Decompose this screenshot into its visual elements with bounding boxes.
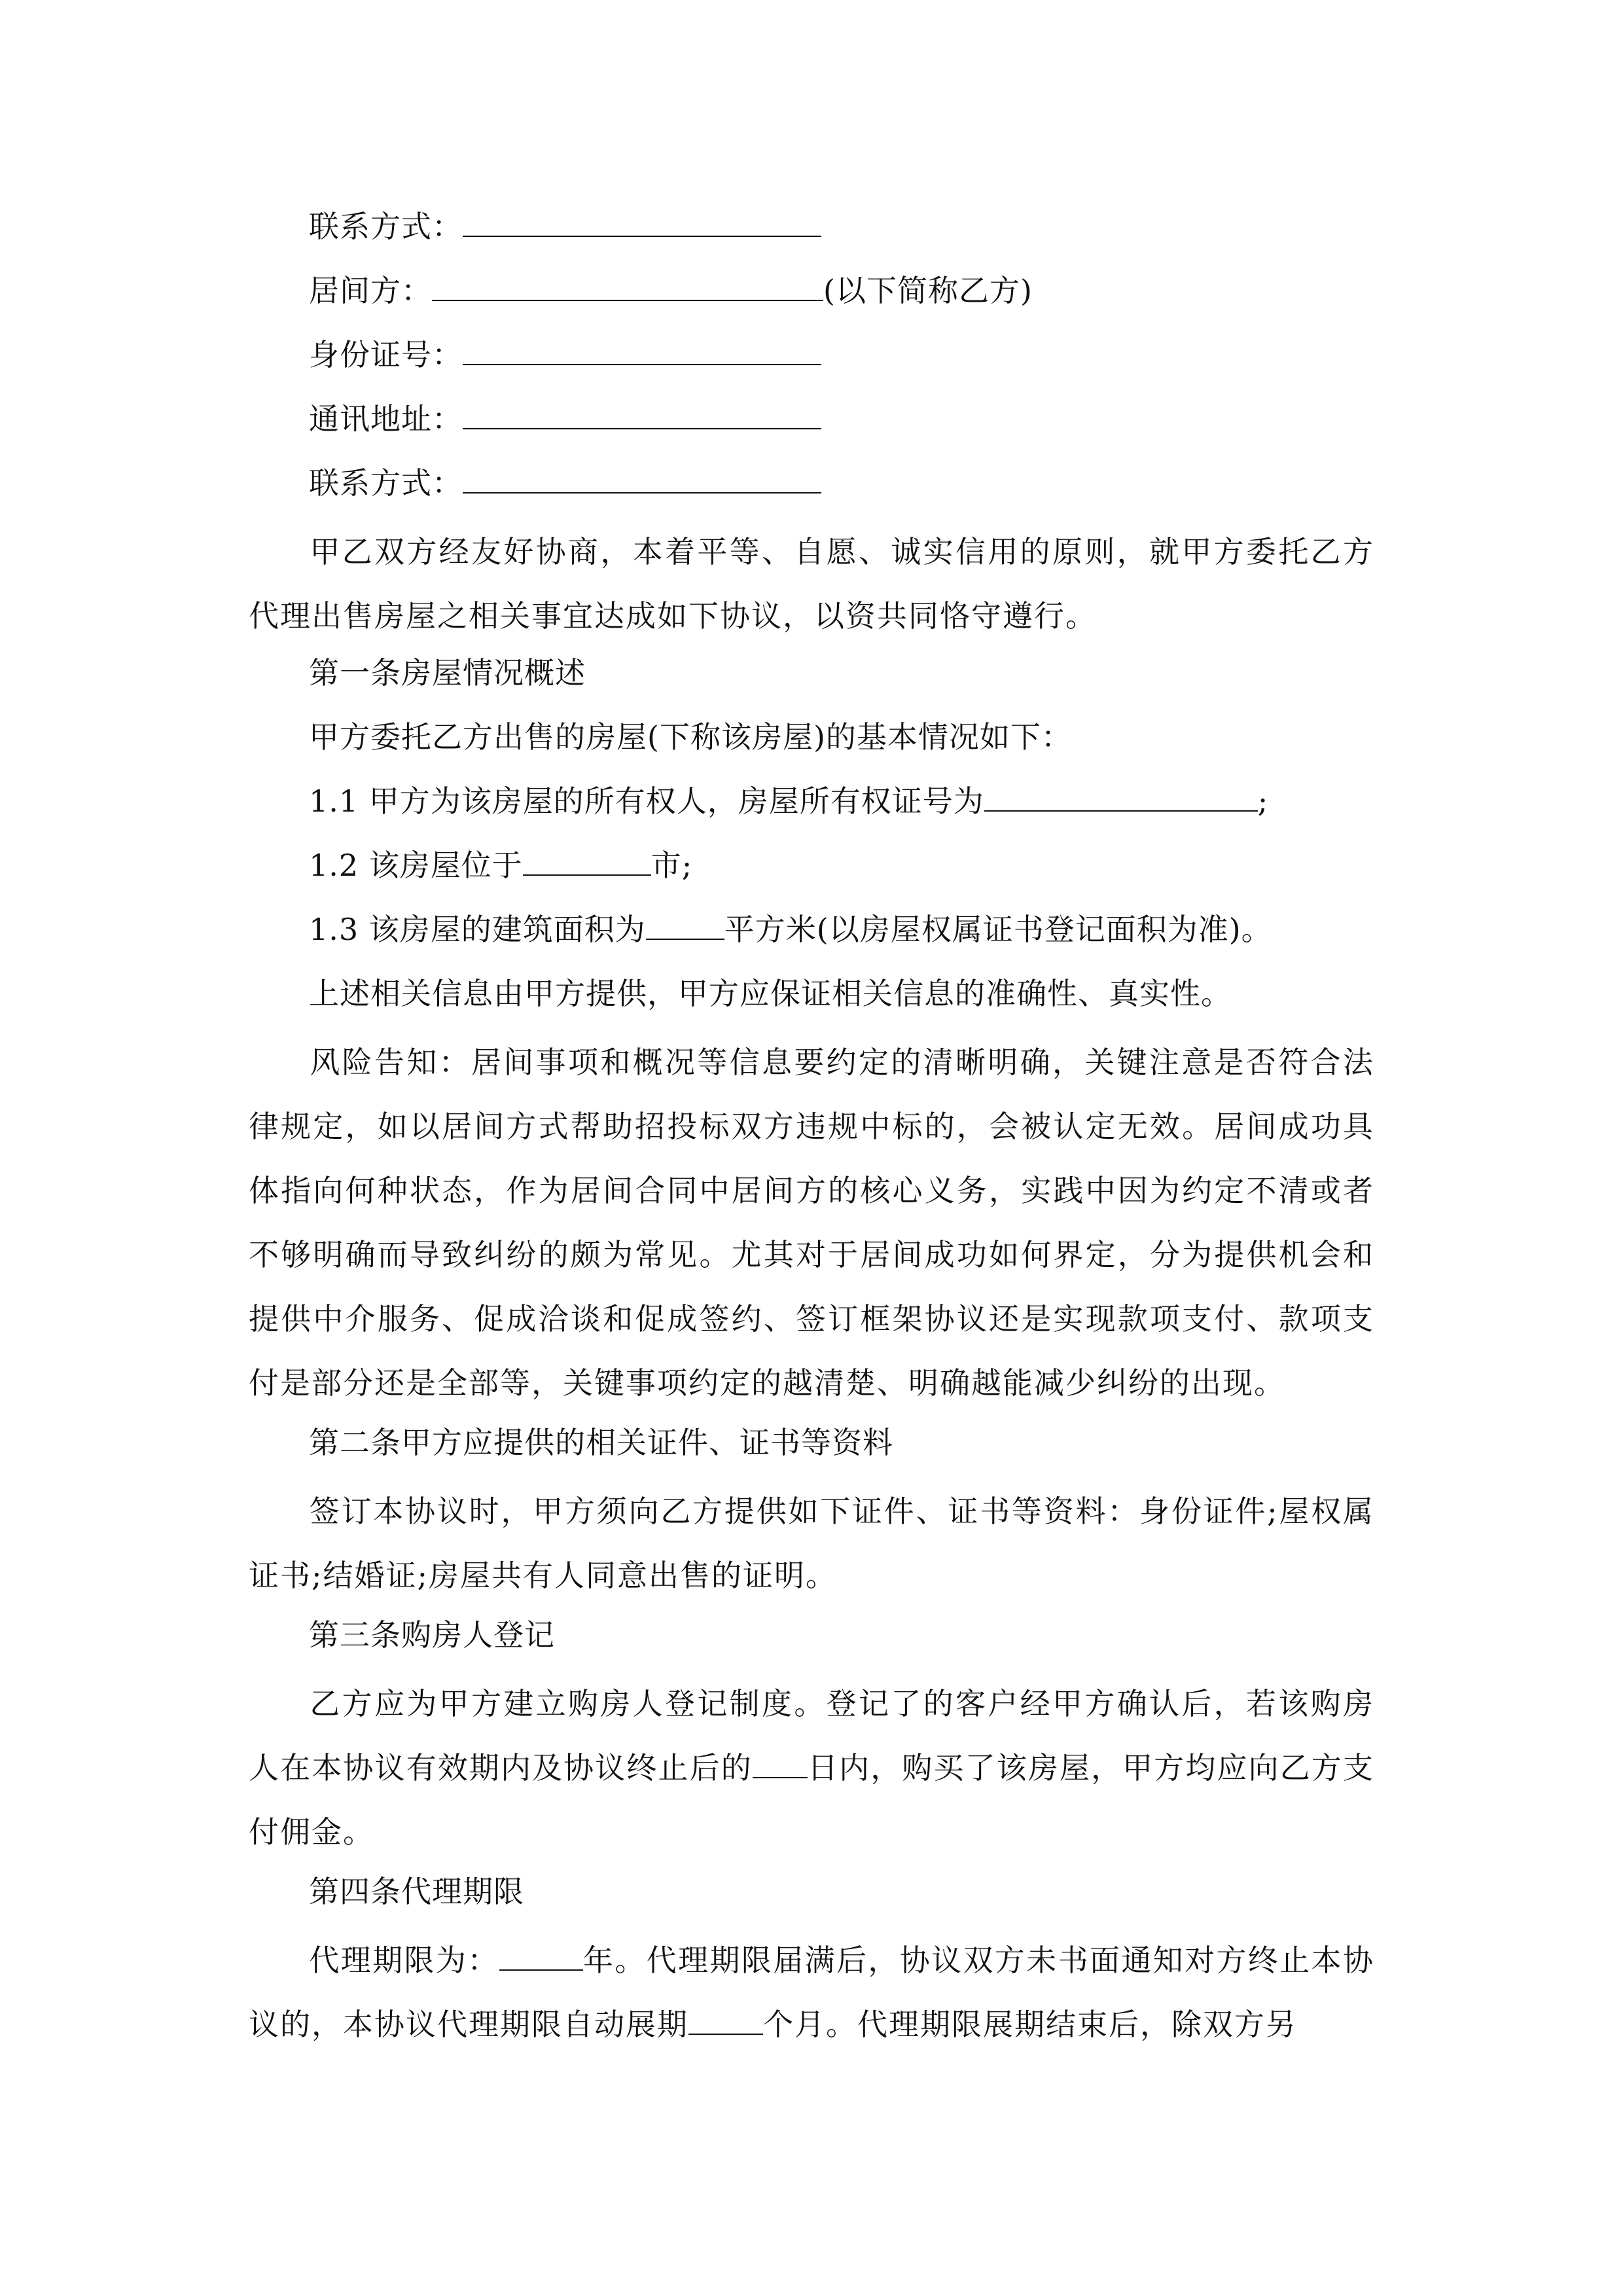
article-2-body bbox=[249, 1479, 1374, 1607]
article-3-title-text: 第三条购房人登记 bbox=[309, 1617, 555, 1653]
id-label: 身份证号： bbox=[309, 337, 463, 372]
contact-a-label: 联系方式： bbox=[309, 209, 463, 244]
broker-suffix: (以下简称乙方) bbox=[823, 273, 1033, 308]
intro-paragraph bbox=[249, 520, 1374, 648]
contact-a-line bbox=[309, 207, 1369, 246]
info-note-text: 上述相关信息由甲方提供，甲方应保证相关信息的准确性、真实性。 bbox=[309, 976, 1232, 1011]
address-line bbox=[309, 399, 1369, 439]
risk-paragraph bbox=[249, 1030, 1374, 1415]
article-3-body bbox=[249, 1672, 1374, 1864]
item-1-1-blank[interactable] bbox=[984, 781, 1258, 812]
risk-text: 风险告知：居间事项和概况等信息要约定的清晰明确，关键注意是否符合法律规定，如以居间方式帮助招投标双方违规中标的，会被认定无效。居间成功具体指向何种状态，作为居间合同中居间方的核心义务，实践中因为约定不清或者不够明确而导致纠纷的颇为常见。尤其对于居间成功如何界定，分为提供机会和提供中介服务、促成洽谈和促成签约、签订框架协议还是实现款项支付、款项支付是部分还是全部等，关键事项约定的越清楚、明确越能减少纠纷的出现。 bbox=[249, 1045, 1374, 1401]
item-1-2 bbox=[309, 846, 1369, 885]
article-4-body-mid1: 年。代理期限届满后，协议双方未书面通知对方终止本协议的，本协议代理期限自动展期 bbox=[249, 1943, 1374, 2042]
item-1-3-pre: 1.3 该房屋的建筑面积为 bbox=[309, 912, 646, 947]
item-1-1 bbox=[309, 781, 1369, 821]
info-note bbox=[309, 974, 1369, 1013]
broker-label: 居间方： bbox=[309, 273, 432, 308]
item-1-3-blank[interactable] bbox=[646, 910, 724, 940]
broker-blank[interactable] bbox=[432, 271, 823, 301]
item-1-3 bbox=[309, 910, 1369, 949]
article-3-days-blank[interactable] bbox=[753, 1748, 808, 1778]
id-line bbox=[309, 335, 1369, 374]
contact-b-line bbox=[309, 463, 1369, 503]
article-1-title-text: 第一条房屋情况概述 bbox=[309, 655, 586, 691]
article-2-body-text: 签订本协议时，甲方须向乙方提供如下证件、证书等资料：身份证件;屋权属证书;结婚证;房屋共有人同意出售的证明。 bbox=[249, 1494, 1374, 1593]
article-4-years-blank[interactable] bbox=[499, 1941, 583, 1971]
broker-line bbox=[309, 271, 1369, 310]
article-4-months-blank[interactable] bbox=[688, 2005, 763, 2035]
article-1-desc bbox=[309, 717, 1369, 757]
article-4-title-text: 第四条代理期限 bbox=[309, 1874, 524, 1909]
id-blank[interactable] bbox=[463, 335, 821, 365]
article-4-title bbox=[309, 1872, 1369, 1911]
item-1-1-pre: 1.1 甲方为该房屋的所有权人，房屋所有权证号为 bbox=[309, 783, 984, 819]
article-3-body-post: 日内，购买了该房屋，甲方均应向乙方支付佣金。 bbox=[249, 1750, 1375, 1850]
article-4-body-pre: 代理期限为： bbox=[309, 1943, 499, 1978]
contact-a-blank[interactable] bbox=[463, 207, 821, 237]
address-blank[interactable] bbox=[463, 399, 821, 429]
item-1-1-post: ; bbox=[1257, 783, 1269, 819]
contact-b-blank[interactable] bbox=[463, 463, 821, 493]
address-label: 通讯地址： bbox=[309, 401, 463, 437]
article-4-body bbox=[249, 1928, 1374, 2056]
article-3-body-pre: 乙方应为甲方建立购房人登记制度。登记了的客户经甲方确认后，若该购房人在本协议有效期内及协议终止后的 bbox=[249, 1686, 1374, 1785]
article-3-title bbox=[309, 1615, 1369, 1655]
article-2-title bbox=[309, 1423, 1369, 1462]
item-1-2-post: 市; bbox=[651, 848, 693, 883]
article-1-title bbox=[309, 653, 1369, 692]
item-1-3-post: 平方米(以房屋权属证书登记面积为准)。 bbox=[724, 912, 1272, 947]
item-1-2-pre: 1.2 该房屋位于 bbox=[309, 848, 523, 883]
contact-b-label: 联系方式： bbox=[309, 465, 463, 501]
item-1-2-blank[interactable] bbox=[523, 846, 651, 876]
article-1-desc-text: 甲方委托乙方出售的房屋(下称该房屋)的基本情况如下： bbox=[309, 719, 1072, 755]
article-2-title-text: 第二条甲方应提供的相关证件、证书等资料 bbox=[309, 1425, 893, 1460]
article-4-body-mid2: 个月。代理期限展期结束后，除双方另 bbox=[763, 2007, 1297, 2042]
intro-text: 甲乙双方经友好协商，本着平等、自愿、诚实信用的原则，就甲方委托乙方代理出售房屋之相关事宜达成如下协议，以资共同恪守遵行。 bbox=[249, 534, 1374, 634]
